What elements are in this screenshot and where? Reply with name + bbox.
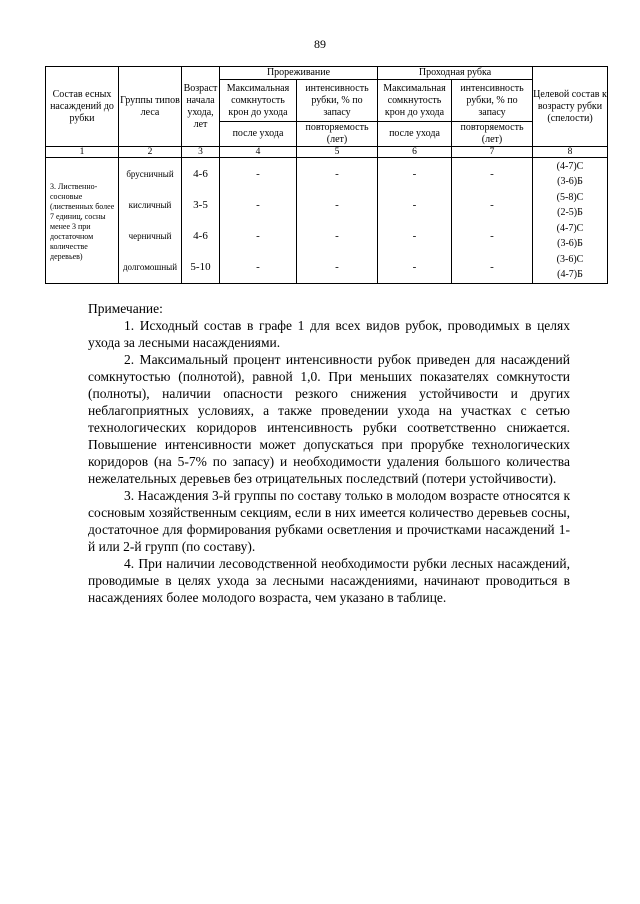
dash-value: - (335, 167, 339, 180)
col-number: 3 (182, 147, 220, 158)
age-value: 3-5 (193, 198, 208, 211)
age-value: 5-10 (190, 260, 211, 273)
header-prorezhivanie: Прореживание (220, 67, 378, 80)
header-repeat-1: повторяемость (лет) (297, 122, 378, 147)
dash-value: - (256, 198, 260, 211)
dash-cell (220, 158, 297, 284)
page-number: 89 (314, 37, 326, 51)
col-number: 1 (46, 147, 119, 158)
dash-value: - (412, 198, 417, 211)
col-number: 5 (297, 147, 378, 158)
target-cell (533, 158, 608, 284)
header-target: Целевой состав к возрасту рубки (спелости) (533, 67, 608, 147)
target-value: (5-8)С (2-5)Б (556, 191, 584, 218)
header-after-1: после ухода (220, 122, 297, 147)
age-value: 4-6 (193, 167, 208, 180)
note-item: 4. При наличии лесоводственной необходимости рубки лесных насаждений, проводимые в целях ухода за лесными насаждениями, начинают проводиться в насаждениях более молодого возраста, чем указано в таблице. (88, 556, 570, 605)
col-number: 7 (452, 147, 533, 158)
dash-value: - (412, 260, 417, 273)
dash-value: - (490, 229, 494, 242)
dash-value: - (256, 167, 260, 180)
header-composition: Состав есных насаждений до рубки (46, 67, 119, 147)
header-prokhodnaya: Проходная рубка (378, 67, 533, 80)
dash-value: - (335, 260, 339, 273)
target-value: (4-7)С (3-6)Б (556, 160, 584, 187)
dash-cell (378, 158, 452, 284)
dash-value: - (335, 229, 339, 242)
header-after-2: после ухода (378, 122, 452, 147)
forest-group: кисличный (128, 199, 172, 210)
dash-value: - (412, 167, 417, 180)
dash-value: - (335, 198, 339, 211)
header-age: Возраст начала ухода, лет (182, 67, 220, 147)
composition-cell: 3. Лиственно-сосновые (лиственных более 7 единиц, сосны менее 3 при достаточном количестве деревьев) (46, 158, 119, 284)
dash-value: - (412, 229, 417, 242)
col-number: 4 (220, 147, 297, 158)
notes-heading: Примечание: (88, 301, 163, 316)
thinning-table (45, 66, 608, 284)
header-max-density-2: Максимальная сомкнутость крон до ухода (378, 80, 452, 122)
col-number: 6 (378, 147, 452, 158)
dash-value: - (490, 167, 494, 180)
target-value: (3-6)С (4-7)Б (556, 253, 584, 280)
header-intensity-1: интенсивность рубки, % по запасу (297, 80, 378, 122)
header-max-density-1: Максимальная сомкнутость крон до ухода (220, 80, 297, 122)
age-value: 4-6 (193, 229, 208, 242)
dash-value: - (490, 198, 494, 211)
header-repeat-2: повторяемость (лет) (452, 122, 533, 147)
note-item: 3. Насаждения 3-й группы по составу только в молодом возрасте относятся к сосновым хозяйственным секциям, если в них имеется количество деревьев сосны, достаточное для формирования рубками осветления и прочистками насаждений 1-й или 2-й групп (по составу). (88, 488, 570, 554)
col-number: 8 (533, 147, 608, 158)
header-intensity-2: интенсивность рубки, % по запасу (452, 80, 533, 122)
note-item: 2. Максимальный процент интенсивности рубок приведен для насаждений сомкнутостью (полнотой), равной 1,0. При меньших показателях сомкнутости (полноты), наличии опасности резкого снижения устойчивости и других неблагоприятных условиях, а также проведении ухода на участках с сетью технологических коридоров интенсивность рубки соответственно снижается. Повышение интенсивности может допускаться при прорубке технологических коридоров (на 5-7% по запасу) и необходимости удаления большого количества нежелательных деревьев без отрицательных последствий (потери устойчивости). (88, 352, 570, 486)
forest-group: черничный (128, 230, 172, 241)
dash-cell (452, 158, 533, 284)
age-cell (182, 158, 220, 284)
forest-group: брусничный (126, 168, 174, 179)
dash-value: - (256, 229, 260, 242)
dash-cell (297, 158, 378, 284)
note-item: 1. Исходный состав в графе 1 для всех видов рубок, проводимых в целях ухода за лесными насаждениями. (88, 318, 570, 350)
forest-group: долгомошный (122, 261, 178, 272)
target-value: (4-7)С (3-6)Б (556, 222, 584, 249)
dash-value: - (490, 260, 494, 273)
col-number: 2 (119, 147, 182, 158)
header-forest-groups: Группы типов леса (119, 67, 182, 147)
notes-section (88, 300, 570, 606)
forest-groups-cell (119, 158, 182, 284)
dash-value: - (256, 260, 260, 273)
